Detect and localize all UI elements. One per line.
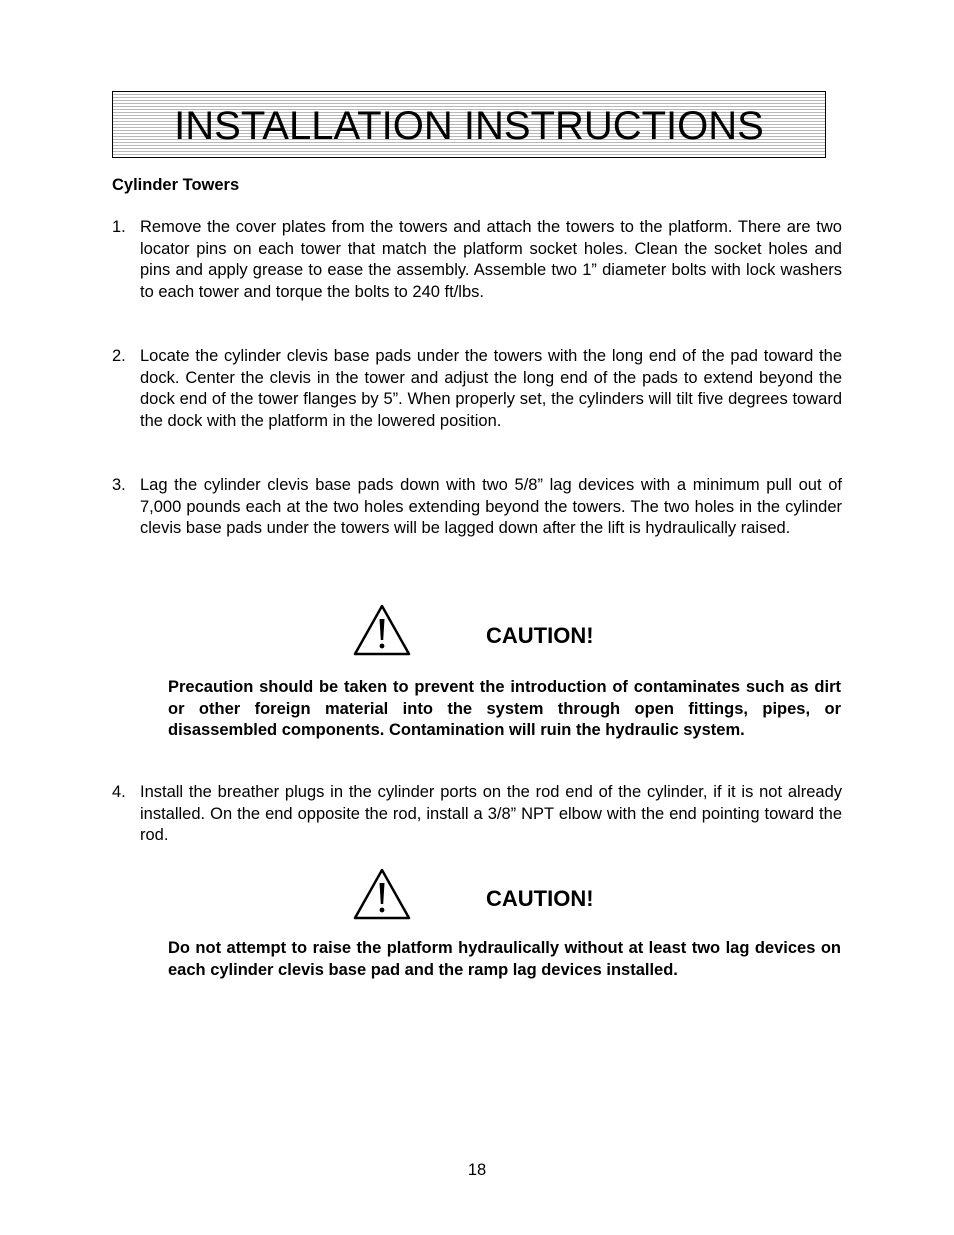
step-text: Lag the cylinder clevis base pads down with two 5/8” lag devices with a minimum pull out of 7,000 pounds each at the two holes extending beyond the towers. The two holes in the cylinder clevis base pads under the towers will be lagged down after the lift is hydraulically raised. <box>140 476 842 537</box>
caution-text: Precaution should be taken to prevent the introduction of contaminates such as dirt or other foreign material into the system through open fittings, pipes, or disassembled components. Contamination will ruin the hydraulic system. <box>168 678 841 739</box>
step-number: 2. <box>112 347 126 365</box>
warning-triangle-icon <box>352 603 412 659</box>
caution-header <box>352 603 652 659</box>
section-heading: Cylinder Towers <box>112 176 240 194</box>
instruction-step <box>112 346 842 432</box>
instruction-step <box>112 217 842 303</box>
step-text: Locate the cylinder clevis base pads under the towers with the long end of the pad toward the dock. Center the clevis in the tower and adjust the long end of the pads to extend beyond the dock end of the tower flanges by 5”. When properly set, the cylinders will tilt five degrees toward the dock with the platform in the lowered position. <box>140 347 842 430</box>
caution-header <box>352 867 652 923</box>
step-number: 4. <box>112 783 126 801</box>
title-banner <box>112 91 826 158</box>
caution-label: CAUTION! <box>486 623 594 648</box>
step-number: 3. <box>112 476 126 494</box>
warning-triangle-icon <box>352 867 412 923</box>
caution-label: CAUTION! <box>486 886 594 911</box>
page-number: 18 <box>467 1161 487 1179</box>
page-title: INSTALLATION INSTRUCTIONS <box>174 103 764 148</box>
step-number: 1. <box>112 218 126 236</box>
step-text: Remove the cover plates from the towers and attach the towers to the platform. There are two locator pins on each tower that match the platform socket holes. Clean the socket holes and pins and apply grease to ease the assembly. Assemble two 1” diameter bolts with lock washers to each tower and torque the bolts to 240 ft/lbs. <box>140 218 842 301</box>
instruction-step <box>112 782 842 847</box>
instruction-step <box>112 475 842 540</box>
step-text: Install the breather plugs in the cylinder ports on the rod end of the cylinder, if it is not already installed. On the end opposite the rod, install a 3/8” NPT elbow with the end pointing toward the rod. <box>140 783 842 844</box>
caution-text: Do not attempt to raise the platform hydraulically without at least two lag devices on each cylinder clevis base pad and the ramp lag devices installed. <box>168 939 841 979</box>
